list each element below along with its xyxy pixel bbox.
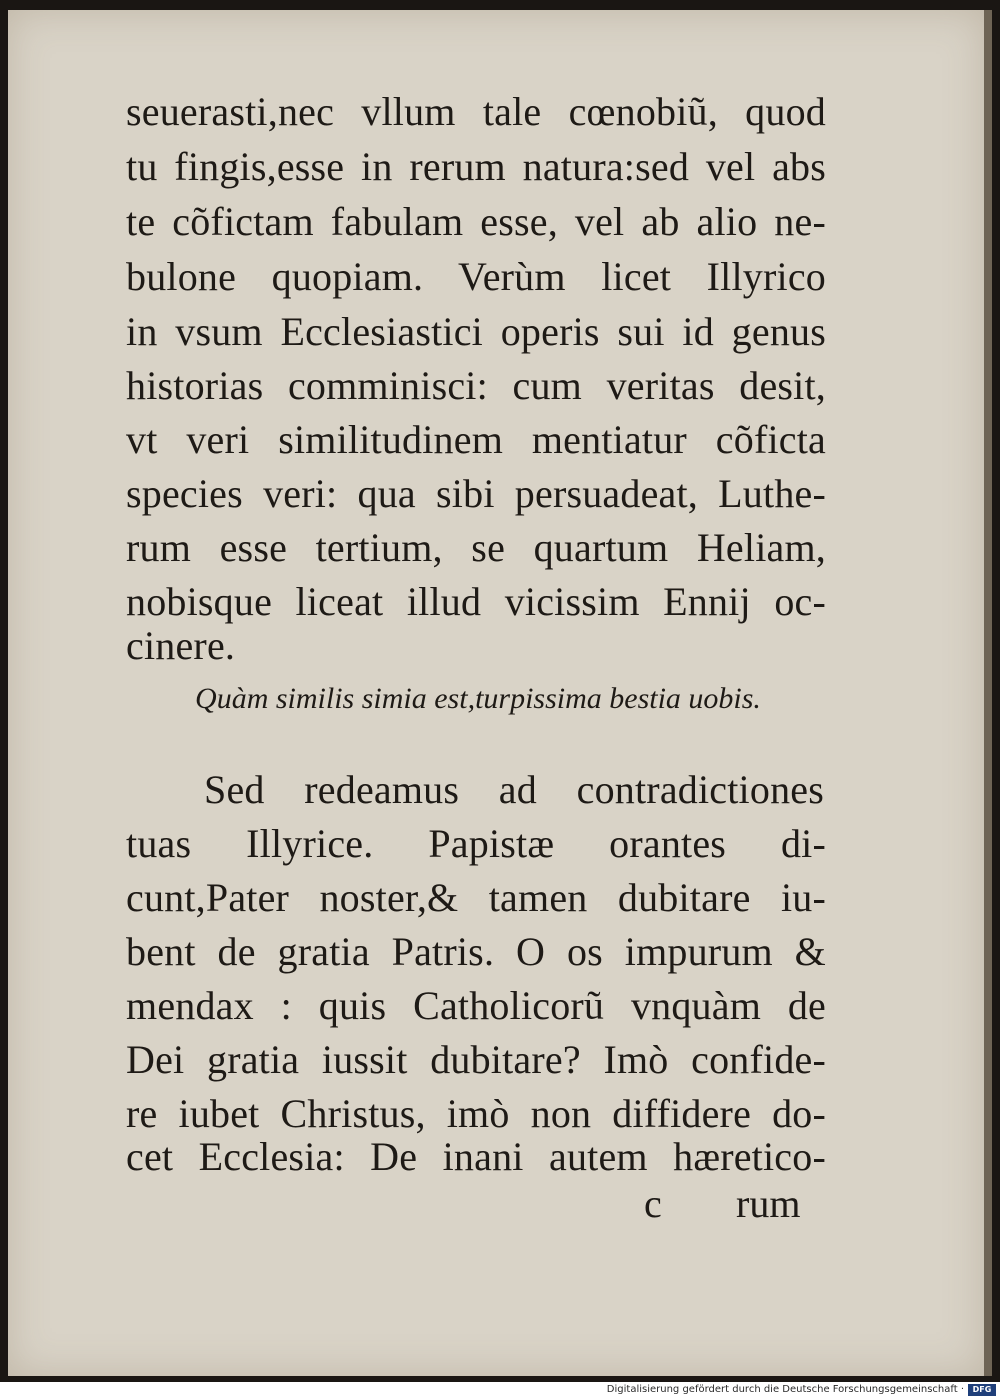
funding-credit: Digitalisierung gefördert durch die Deutsche Forschungsgemeinschaft · <box>606 1384 964 1395</box>
footer-bar <box>0 1382 1000 1398</box>
text-line: cunt,Pater noster,& tamen dubitare iu- <box>126 875 826 920</box>
catchword: rum <box>736 1181 801 1226</box>
text-line: cinere. <box>126 623 236 668</box>
dfg-logo: DFG <box>968 1384 996 1396</box>
text-line: seuerasti,nec vllum tale cœnobiũ, quod <box>126 89 826 134</box>
page-edge <box>984 10 992 1376</box>
text-line: nobisque liceat illud vicissim Ennij oc- <box>126 579 826 624</box>
text-line: bent de gratia Patris. O os impurum & <box>126 929 826 974</box>
text-line: re iubet Christus, imò non diffidere do- <box>126 1091 826 1136</box>
text-line: bulone quopiam. Verùm licet Illyrico <box>126 254 826 299</box>
page-text <box>8 10 984 1376</box>
text-line: tuas Illyrice. Papistæ orantes di- <box>126 821 826 866</box>
text-line: mendax : quis Catholicorũ vnquàm de <box>126 983 826 1028</box>
text-line: rum esse tertium, se quartum Heliam, <box>126 525 826 570</box>
text-line: tu fingis,esse in rerum natura:sed vel abs <box>126 144 826 189</box>
text-line: in vsum Ecclesiastici operis sui id genus <box>126 309 826 354</box>
text-line: Sed redeamus ad contradictiones <box>204 767 824 812</box>
text-line: species veri: qua sibi persuadeat, Luthe- <box>126 471 826 516</box>
signature-mark: c <box>644 1181 662 1226</box>
text-line: cet Ecclesia: De inani autem hæretico- <box>126 1134 826 1179</box>
text-line: te cõfictam fabulam esse, vel ab alio ne- <box>126 199 826 244</box>
text-line: vt veri similitudinem mentiatur cõficta <box>126 417 826 462</box>
text-line: Dei gratia iussit dubitare? Imò confide- <box>126 1037 826 1082</box>
italic-motto: Quàm similis simia est,turpissima bestia uobis. <box>195 682 761 715</box>
book-page <box>8 10 984 1376</box>
text-line: historias comminisci: cum veritas desit, <box>126 363 826 408</box>
